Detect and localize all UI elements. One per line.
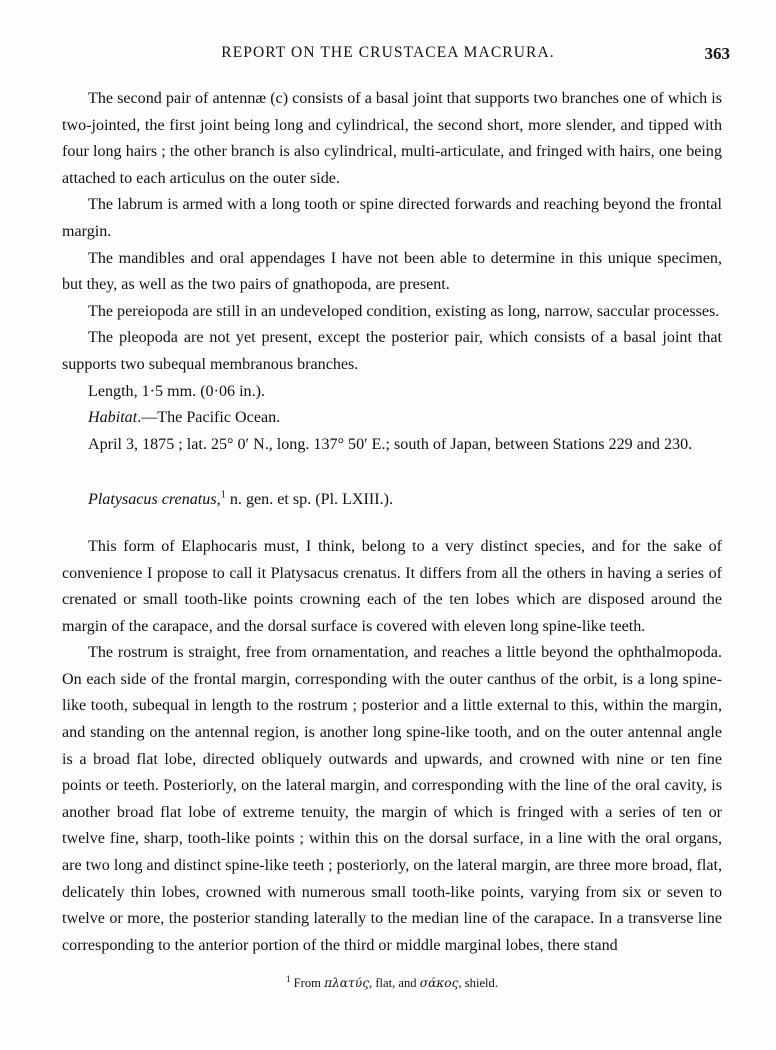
footnote-text-after: , shield. bbox=[458, 976, 498, 990]
habitat-text: .—The Pacific Ocean. bbox=[137, 409, 281, 427]
paragraph-pereiopoda bbox=[62, 299, 722, 326]
paragraph-text: The rostrum is straight, free from ornamentation, and reaches a little beyond the ophthalmopoda. On each side of the frontal margin, corresponding with the outer canthus of the orbit, is a long spine-like tooth, subequal in length to the rostrum ; posterior and a little external to this, within the margin, and standing on the antennal region, is another long spine-like tooth, and on the outer antennal angle is a broad flat lobe, directed obliquely outwards and upwards, and crowned with nine or ten fine points or teeth. Posteriorly, on the lateral margin, and corresponding with the line of the oral cavity, is another broad flat lobe of extreme tenuity, the margin of which is fringed with a series of ten or twelve fine, sharp, tooth-like points ; within this on the dorsal surface, in a line with the oral organs, are two long and distinct spine-like teeth ; posteriorly, on the lateral margin, are three more broad, flat, delicately thin lobes, crowned with numerous small tooth-like points, varying from six or seven to twelve or more, the posterior standing laterally to the median line of the carapace. In a transverse line corresponding to the anterior portion of the third or middle marginal lobes, there stand bbox=[62, 644, 722, 954]
footnote bbox=[62, 975, 722, 991]
paragraph-text: The second pair of antennæ (c) consists of a basal joint that supports two branches one of which is two-jointed, the first joint being long and cylindrical, the second short, more slender, and tipped with four long hairs ; the other branch is also cylindrical, multi-articulate, and fringed with hairs, one being attached to each articulus on the outer side. bbox=[62, 90, 722, 187]
paragraph-rostrum bbox=[62, 640, 722, 959]
paragraph-pleopoda bbox=[62, 325, 722, 378]
species-heading-rest: n. gen. et sp. (Pl. LXIII.). bbox=[225, 491, 394, 509]
paragraph-antennae bbox=[62, 86, 722, 192]
footnote-text-middle: , flat, and bbox=[369, 976, 420, 990]
paragraph-text: April 3, 1875 ; lat. 25° 0′ N., long. 137° 50′ E.; south of Japan, between Stations 229 and 230. bbox=[88, 435, 693, 453]
paragraph-length bbox=[62, 379, 722, 406]
paragraph-mandibles bbox=[62, 246, 722, 299]
footnote-marker: 1 bbox=[285, 973, 291, 984]
paragraph-text: The pleopoda are not yet present, except the posterior pair, which consists of a basal joint that supports two subequal membranous branches. bbox=[62, 329, 722, 373]
species-heading bbox=[62, 487, 722, 514]
paragraph-habitat bbox=[62, 405, 722, 432]
paragraph-text: Length, 1·5 mm. (0·06 in.). bbox=[88, 382, 265, 400]
running-title: REPORT ON THE CRUSTACEA MACRURA. bbox=[221, 44, 555, 61]
species-footnote-marker: 1 bbox=[220, 489, 226, 501]
footnote-greek-1: πλατύς bbox=[324, 976, 370, 990]
paragraph-elaphocaris bbox=[62, 534, 722, 640]
page-header bbox=[0, 44, 776, 66]
page-number: 363 bbox=[704, 44, 730, 63]
paragraph-labrum bbox=[62, 192, 722, 245]
species-name: Platysacus crenatus, bbox=[88, 491, 221, 509]
page-body bbox=[62, 86, 722, 959]
paragraph-text: This form of Elaphocaris must, I think, belong to a very distinct species, and for the sake of convenience I propose to call it Platysacus crenatus. It differs from all the others in having a series of crenated or small tooth-like points crowning each of the ten lobes which are disposed around the margin of the carapace, and the dorsal surface is covered with eleven long spine-like teeth. bbox=[62, 537, 722, 635]
footnote-text-before: From bbox=[290, 976, 325, 990]
paragraph-text: The labrum is armed with a long tooth or spine directed forwards and reaching beyond the frontal margin. bbox=[62, 196, 722, 240]
habitat-label: Habitat bbox=[88, 409, 138, 427]
paragraph-station bbox=[62, 432, 722, 459]
footnote-greek-2: σάκος bbox=[419, 976, 459, 990]
paragraph-text: The mandibles and oral appendages I have not been able to determine in this unique specimen, but they, as well as the two pairs of gnathopoda, are present. bbox=[62, 249, 722, 294]
paragraph-text: The pereiopoda are still in an undeveloped condition, existing as long, narrow, saccular processes. bbox=[88, 302, 720, 320]
